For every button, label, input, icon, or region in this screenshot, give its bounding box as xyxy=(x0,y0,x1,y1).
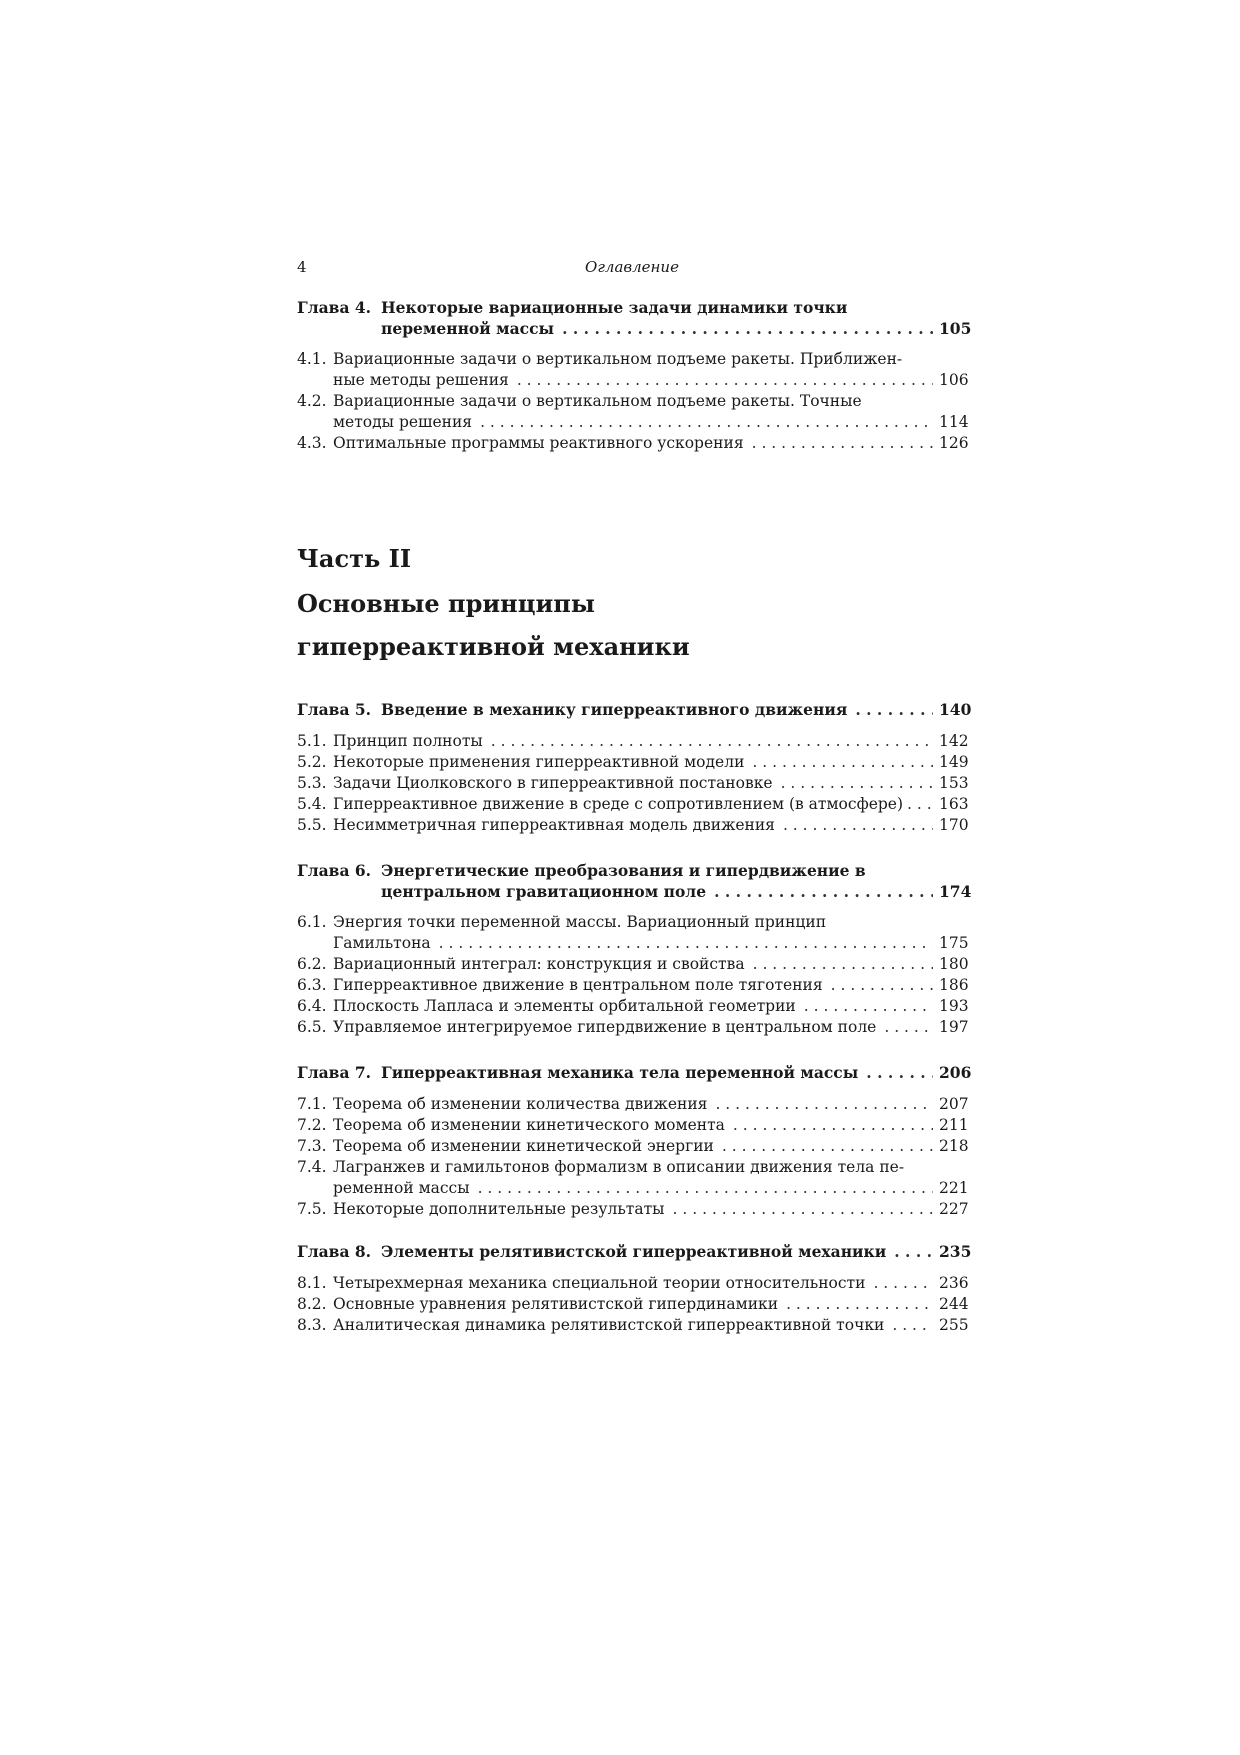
section-title-line2: ременной массы xyxy=(333,1179,470,1197)
section-number: 7.4. xyxy=(297,1158,327,1176)
chapter-title: Гиперреактивная механика тела переменной массы xyxy=(381,1063,859,1082)
section-page: 236 xyxy=(939,1274,969,1292)
section-title-line2: Гамильтона xyxy=(333,934,431,952)
toc-entry[interactable] xyxy=(297,1199,967,1220)
section-title-line2: методы решения xyxy=(333,413,473,431)
chapter-heading[interactable] xyxy=(297,297,972,339)
part-label: Часть II xyxy=(297,544,412,573)
section-number: 5.3. xyxy=(297,774,327,792)
section-page: 255 xyxy=(939,1316,969,1334)
toc-entry[interactable] xyxy=(297,773,967,794)
toc-entry[interactable] xyxy=(297,954,967,975)
chapter-label: Глава 7. xyxy=(297,1063,372,1082)
section-number: 6.4. xyxy=(297,997,327,1015)
part-title-line1: Основные принципы xyxy=(297,589,595,618)
chapter-page: 206 xyxy=(939,1063,972,1082)
section-page: 197 xyxy=(939,1018,969,1036)
toc-entry[interactable] xyxy=(297,815,967,836)
section-number: 7.3. xyxy=(297,1137,327,1155)
section-title: Некоторые применения гиперреактивной модели xyxy=(333,753,745,771)
section-page: 126 xyxy=(939,434,969,452)
section-title-line1: Лагранжев и гамильтонов формализм в описании движения тела пе- xyxy=(333,1158,905,1176)
part-title-line2: гиперреактивной механики xyxy=(297,632,690,661)
chapter-7 xyxy=(297,1062,972,1220)
section-page: 193 xyxy=(939,997,969,1015)
chapter-8 xyxy=(297,1241,972,1336)
section-page: 153 xyxy=(939,774,969,792)
section-title: Вариационный интеграл: конструкция и свойства xyxy=(333,955,745,973)
section-title: Оптимальные программы реактивного ускорения xyxy=(333,434,744,452)
section-title: Гиперреактивное движение в среде с сопротивлением (в атмосфере) xyxy=(333,795,904,813)
toc-entry[interactable] xyxy=(297,433,967,454)
section-title: Теорема об изменении количества движения xyxy=(333,1095,708,1113)
toc-entry[interactable] xyxy=(297,996,967,1017)
chapter-title-line2: переменной массы xyxy=(381,319,555,338)
section-page: 106 xyxy=(939,371,969,389)
toc-entry[interactable] xyxy=(297,731,967,752)
section-title: Принцип полноты xyxy=(333,732,483,750)
toc-entry[interactable] xyxy=(297,912,967,954)
section-number: 5.5. xyxy=(297,816,327,834)
section-page: 170 xyxy=(939,816,969,834)
toc-entry[interactable] xyxy=(297,1157,967,1199)
toc-entry[interactable] xyxy=(297,1273,967,1294)
section-title: Некоторые дополнительные результаты xyxy=(333,1200,665,1218)
toc-entry[interactable] xyxy=(297,1136,967,1157)
toc-entry[interactable] xyxy=(297,1094,967,1115)
toc-entry[interactable] xyxy=(297,794,967,815)
section-number: 7.5. xyxy=(297,1200,327,1218)
page-number: 4 xyxy=(297,258,307,276)
chapter-heading[interactable] xyxy=(297,1062,972,1083)
section-number: 7.2. xyxy=(297,1116,327,1134)
chapter-label: Глава 4. xyxy=(297,298,372,317)
chapter-heading[interactable] xyxy=(297,699,972,720)
chapter-page: 105 xyxy=(939,319,972,338)
section-number: 8.1. xyxy=(297,1274,327,1292)
toc-entry[interactable] xyxy=(297,752,967,773)
chapter-title-line1: Энергетические преобразования и гипердвижение в xyxy=(381,861,866,880)
section-number: 7.1. xyxy=(297,1095,327,1113)
chapter-title-line2: центральном гравитационном поле xyxy=(381,882,707,901)
section-title: Теорема об изменении кинетической энергии xyxy=(333,1137,714,1155)
section-title: Гиперреактивное движение в центральном поле тяготения xyxy=(333,976,823,994)
section-title: Управляемое интегрируемое гипердвижение в центральном поле xyxy=(333,1018,877,1036)
section-number: 8.3. xyxy=(297,1316,327,1334)
section-title-line1: Энергия точки переменной массы. Вариационный принцип xyxy=(333,913,827,931)
chapter-4 xyxy=(297,297,972,454)
section-page: 211 xyxy=(939,1116,969,1134)
section-page: 218 xyxy=(939,1137,969,1155)
section-title-line1: Вариационные задачи о вертикальном подъеме ракеты. Точные xyxy=(333,392,862,410)
section-title: Задачи Циолковского в гиперреактивной постановке xyxy=(333,774,773,792)
section-page: 207 xyxy=(939,1095,969,1113)
section-title-line1: Вариационные задачи о вертикальном подъеме ракеты. Приближен- xyxy=(333,350,903,368)
section-number: 5.1. xyxy=(297,732,327,750)
chapter-title-line1: Некоторые вариационные задачи динамики точки xyxy=(381,298,848,317)
section-page: 227 xyxy=(939,1200,969,1218)
toc-entry[interactable] xyxy=(297,975,967,996)
chapter-title: Элементы релятивистской гиперреактивной механики xyxy=(381,1242,887,1261)
toc-entry[interactable] xyxy=(297,391,967,433)
chapter-page: 140 xyxy=(939,700,972,719)
section-number: 5.4. xyxy=(297,795,327,813)
section-number: 6.1. xyxy=(297,913,327,931)
running-head xyxy=(297,258,967,278)
section-title-line2: ные методы решения xyxy=(333,371,509,389)
section-title: Теорема об изменении кинетического момента xyxy=(333,1116,725,1134)
section-page: 221 xyxy=(939,1179,969,1197)
part-title xyxy=(297,587,967,664)
section-number: 5.2. xyxy=(297,753,327,771)
section-title: Несимметричная гиперреактивная модель движения xyxy=(333,816,775,834)
section-number: 4.2. xyxy=(297,392,327,410)
section-page: 186 xyxy=(939,976,969,994)
section-number: 6.5. xyxy=(297,1018,327,1036)
section-page: 180 xyxy=(939,955,969,973)
chapter-5 xyxy=(297,699,972,836)
section-page: 175 xyxy=(939,934,969,952)
toc-entry[interactable] xyxy=(297,1115,967,1136)
section-page: 142 xyxy=(939,732,969,750)
section-number: 4.3. xyxy=(297,434,327,452)
section-number: 4.1. xyxy=(297,350,327,368)
toc-entry[interactable] xyxy=(297,1017,967,1038)
chapter-label: Глава 8. xyxy=(297,1242,372,1261)
chapter-page: 235 xyxy=(939,1242,972,1261)
section-title: Аналитическая динамика релятивистской гиперреактивной точки xyxy=(333,1316,885,1334)
section-page: 149 xyxy=(939,753,969,771)
section-number: 6.3. xyxy=(297,976,327,994)
section-number: 6.2. xyxy=(297,955,327,973)
chapter-heading[interactable] xyxy=(297,860,972,902)
chapter-page: 174 xyxy=(939,882,972,901)
toc-entry[interactable] xyxy=(297,1294,967,1315)
chapter-6 xyxy=(297,860,972,1038)
toc-entry[interactable] xyxy=(297,1315,967,1336)
chapter-label: Глава 6. xyxy=(297,861,372,880)
section-page: 163 xyxy=(939,795,969,813)
chapter-heading[interactable] xyxy=(297,1241,972,1262)
page-title: Оглавление xyxy=(585,258,679,276)
part-heading xyxy=(297,544,967,573)
section-title: Основные уравнения релятивистской гипердинамики xyxy=(333,1295,779,1313)
chapter-label: Глава 5. xyxy=(297,700,372,719)
section-number: 8.2. xyxy=(297,1295,327,1313)
section-title: Четырехмерная механика специальной теории относительности xyxy=(333,1274,866,1292)
section-page: 244 xyxy=(939,1295,969,1313)
section-title: Плоскость Лапласа и элементы орбитальной геометрии xyxy=(333,997,796,1015)
chapter-title: Введение в механику гиперреактивного движения xyxy=(381,700,848,719)
section-page: 114 xyxy=(939,413,969,431)
toc-entry[interactable] xyxy=(297,349,967,391)
